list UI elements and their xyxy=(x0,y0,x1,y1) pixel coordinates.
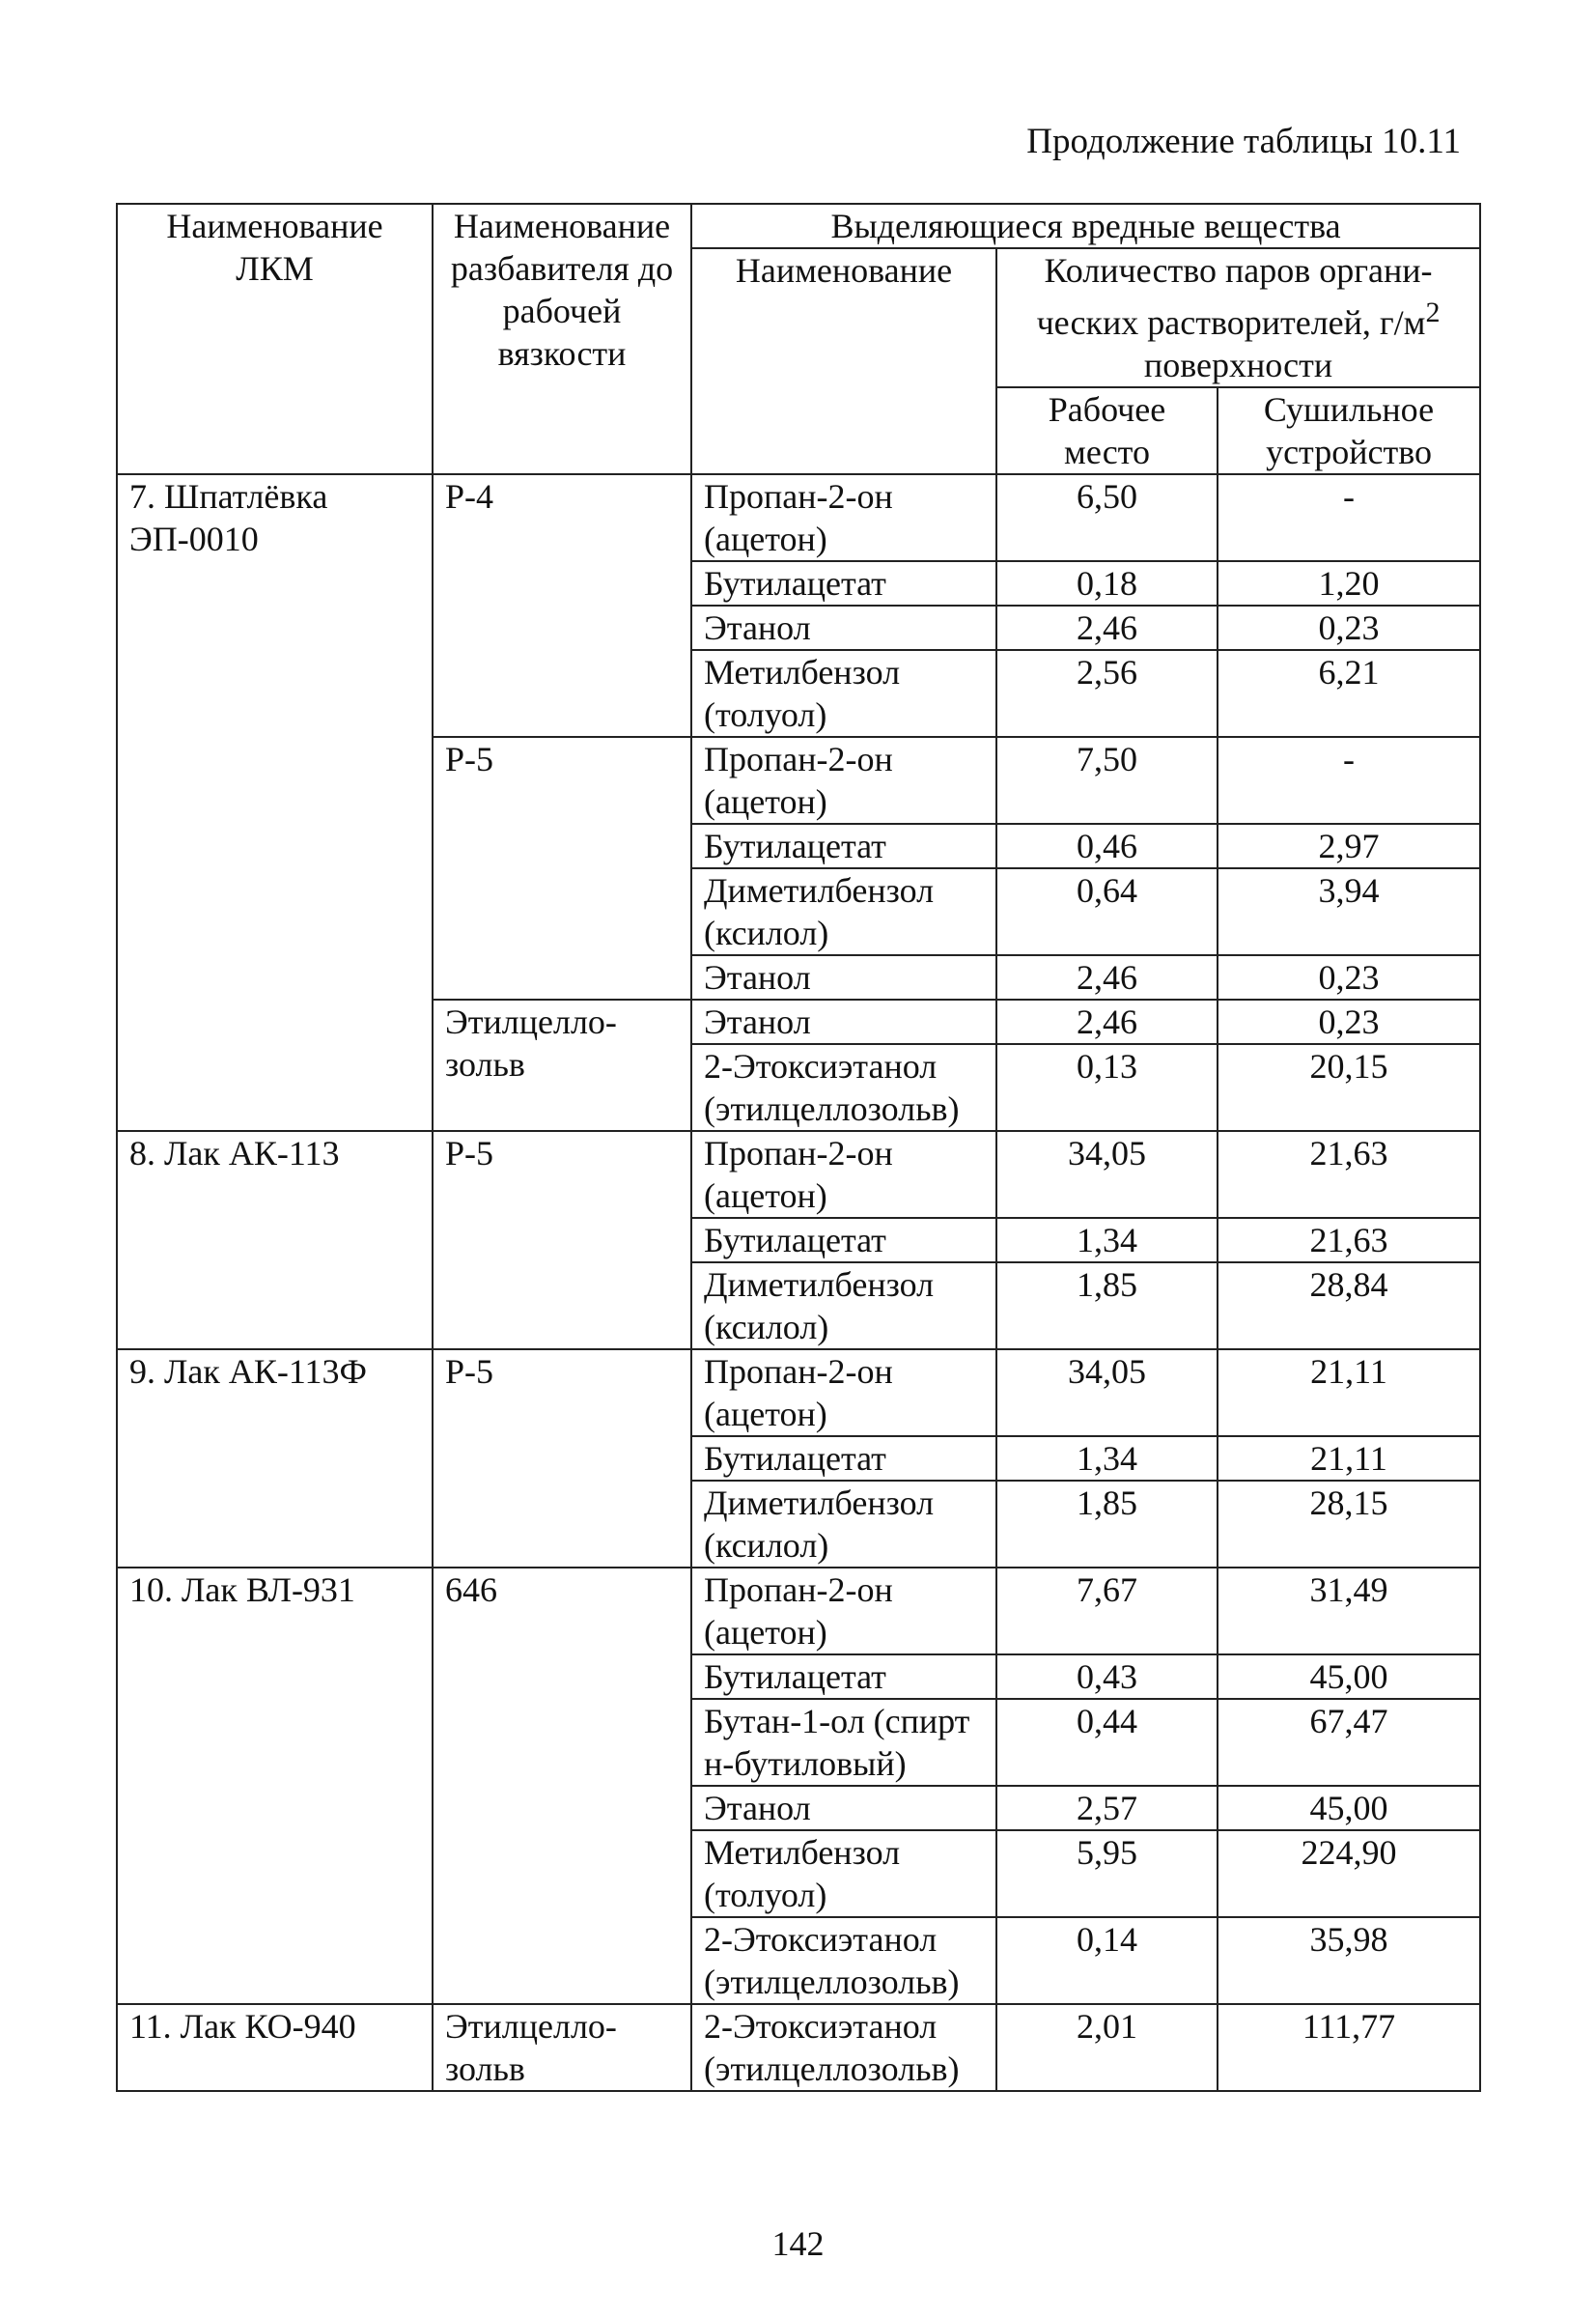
header-thinner: Наименование разбавителя до рабочей вязкости xyxy=(433,204,691,474)
substance-name-cell: Этанол xyxy=(691,1786,996,1830)
dryer-value-cell: 224,90 xyxy=(1218,1830,1480,1917)
substance-name-cell: Бутан-1-ол (спирт н-бутиловый) xyxy=(691,1699,996,1786)
dryer-value-cell: 31,49 xyxy=(1218,1568,1480,1654)
dryer-value-cell: 35,98 xyxy=(1218,1917,1480,2004)
workplace-value-cell: 2,46 xyxy=(996,606,1218,650)
table-continuation-caption: Продолжение таблицы 10.11 xyxy=(1026,122,1461,161)
dryer-value-cell: 2,97 xyxy=(1218,824,1480,868)
workplace-value-cell: 34,05 xyxy=(996,1349,1218,1436)
workplace-value-cell: 2,46 xyxy=(996,955,1218,1000)
workplace-value-cell: 0,13 xyxy=(996,1044,1218,1131)
header-substance-name: Наименование xyxy=(691,248,996,474)
workplace-value-cell: 2,01 xyxy=(996,2004,1218,2091)
substance-name-cell: 2-Этоксиэтанол (этилцеллозольв) xyxy=(691,1044,996,1131)
dryer-value-cell: 28,84 xyxy=(1218,1262,1480,1349)
emissions-table xyxy=(116,203,1481,2092)
substance-name-cell: Бутилацетат xyxy=(691,1218,996,1262)
page-number: 142 xyxy=(771,2224,825,2263)
workplace-value-cell: 6,50 xyxy=(996,474,1218,561)
thinner-cell: Р-5 xyxy=(433,1131,691,1349)
workplace-value-cell: 0,64 xyxy=(996,868,1218,955)
thinner-cell: Р-5 xyxy=(433,1349,691,1568)
lkm-cell: 7. Шпатлёвка ЭП-0010 xyxy=(117,474,433,1131)
dryer-value-cell: 0,23 xyxy=(1218,606,1480,650)
dryer-value-cell: 21,11 xyxy=(1218,1349,1480,1436)
substance-name-cell: Этанол xyxy=(691,955,996,1000)
dryer-value-cell: 20,15 xyxy=(1218,1044,1480,1131)
workplace-value-cell: 34,05 xyxy=(996,1131,1218,1218)
workplace-value-cell: 1,85 xyxy=(996,1481,1218,1568)
workplace-value-cell: 0,14 xyxy=(996,1917,1218,2004)
header-amount-superscript: 2 xyxy=(1425,297,1441,328)
workplace-value-cell: 0,18 xyxy=(996,561,1218,606)
dryer-value-cell: 0,23 xyxy=(1218,955,1480,1000)
substance-name-cell: Бутилацетат xyxy=(691,1436,996,1481)
dryer-value-cell: 28,15 xyxy=(1218,1481,1480,1568)
workplace-value-cell: 2,56 xyxy=(996,650,1218,737)
substance-name-cell: 2-Этоксиэтанол (этилцеллозольв) xyxy=(691,2004,996,2091)
table-row xyxy=(117,474,1480,561)
table-body xyxy=(117,474,1480,2091)
substance-name-cell: Этанол xyxy=(691,1000,996,1044)
lkm-cell: 10. Лак ВЛ-931 xyxy=(117,1568,433,2004)
substance-name-cell: Бутилацетат xyxy=(691,1654,996,1699)
substance-name-cell: Бутилацетат xyxy=(691,824,996,868)
workplace-value-cell: 0,44 xyxy=(996,1699,1218,1786)
workplace-value-cell: 0,46 xyxy=(996,824,1218,868)
dryer-value-cell: 6,21 xyxy=(1218,650,1480,737)
thinner-cell: Р-4 xyxy=(433,474,691,737)
dryer-value-cell: 3,94 xyxy=(1218,868,1480,955)
table-row xyxy=(117,1131,1480,1218)
dryer-value-cell: 45,00 xyxy=(1218,1654,1480,1699)
dryer-value-cell: 21,63 xyxy=(1218,1131,1480,1218)
thinner-cell: Р-5 xyxy=(433,737,691,1000)
substance-name-cell: Пропан-2-он (ацетон) xyxy=(691,1568,996,1654)
substance-name-cell: Диметилбензол (ксилол) xyxy=(691,1262,996,1349)
dryer-value-cell: 0,23 xyxy=(1218,1000,1480,1044)
substance-name-cell: Метилбензол (толуол) xyxy=(691,650,996,737)
workplace-value-cell: 7,67 xyxy=(996,1568,1218,1654)
dryer-value-cell: - xyxy=(1218,474,1480,561)
lkm-cell: 8. Лак АК-113 xyxy=(117,1131,433,1349)
substance-name-cell: Этанол xyxy=(691,606,996,650)
thinner-cell: 646 xyxy=(433,1568,691,2004)
dryer-value-cell: 67,47 xyxy=(1218,1699,1480,1786)
thinner-cell: Этилцелло-зольв xyxy=(433,1000,691,1131)
table-header xyxy=(117,204,1480,474)
dryer-value-cell: - xyxy=(1218,737,1480,824)
substance-name-cell: 2-Этоксиэтанол (этилцеллозольв) xyxy=(691,1917,996,2004)
header-amount xyxy=(996,248,1480,387)
substance-name-cell: Пропан-2-он (ацетон) xyxy=(691,1349,996,1436)
header-lkm: Наименование ЛКМ xyxy=(117,204,433,474)
header-dryer: Сушильное устройство xyxy=(1218,387,1480,474)
substance-name-cell: Метилбензол (толуол) xyxy=(691,1830,996,1917)
dryer-value-cell: 1,20 xyxy=(1218,561,1480,606)
substance-name-cell: Диметилбензол (ксилол) xyxy=(691,868,996,955)
workplace-value-cell: 7,50 xyxy=(996,737,1218,824)
header-workplace: Рабочее место xyxy=(996,387,1218,474)
workplace-value-cell: 1,85 xyxy=(996,1262,1218,1349)
substance-name-cell: Пропан-2-он (ацетон) xyxy=(691,1131,996,1218)
thinner-cell: Этилцелло-зольв xyxy=(433,2004,691,2091)
substance-name-cell: Диметилбензол (ксилол) xyxy=(691,1481,996,1568)
header-amount-suffix: поверхности xyxy=(1143,346,1333,384)
workplace-value-cell: 2,57 xyxy=(996,1786,1218,1830)
header-substances: Выделяющиеся вредные вещества xyxy=(691,204,1480,248)
substance-name-cell: Пропан-2-он (ацетон) xyxy=(691,737,996,824)
workplace-value-cell: 5,95 xyxy=(996,1830,1218,1917)
workplace-value-cell: 1,34 xyxy=(996,1436,1218,1481)
workplace-value-cell: 2,46 xyxy=(996,1000,1218,1044)
dryer-value-cell: 45,00 xyxy=(1218,1786,1480,1830)
lkm-cell: 11. Лак КО-940 xyxy=(117,2004,433,2091)
substance-name-cell: Бутилацетат xyxy=(691,561,996,606)
table-row xyxy=(117,2004,1480,2091)
dryer-value-cell: 21,11 xyxy=(1218,1436,1480,1481)
table-row xyxy=(117,1349,1480,1436)
lkm-cell: 9. Лак АК-113Ф xyxy=(117,1349,433,1568)
dryer-value-cell: 111,77 xyxy=(1218,2004,1480,2091)
dryer-value-cell: 21,63 xyxy=(1218,1218,1480,1262)
workplace-value-cell: 0,43 xyxy=(996,1654,1218,1699)
table-row xyxy=(117,1568,1480,1654)
header-amount-text: Количество паров органи-ческих растворителей, г/м xyxy=(1036,251,1433,342)
workplace-value-cell: 1,34 xyxy=(996,1218,1218,1262)
substance-name-cell: Пропан-2-он (ацетон) xyxy=(691,474,996,561)
